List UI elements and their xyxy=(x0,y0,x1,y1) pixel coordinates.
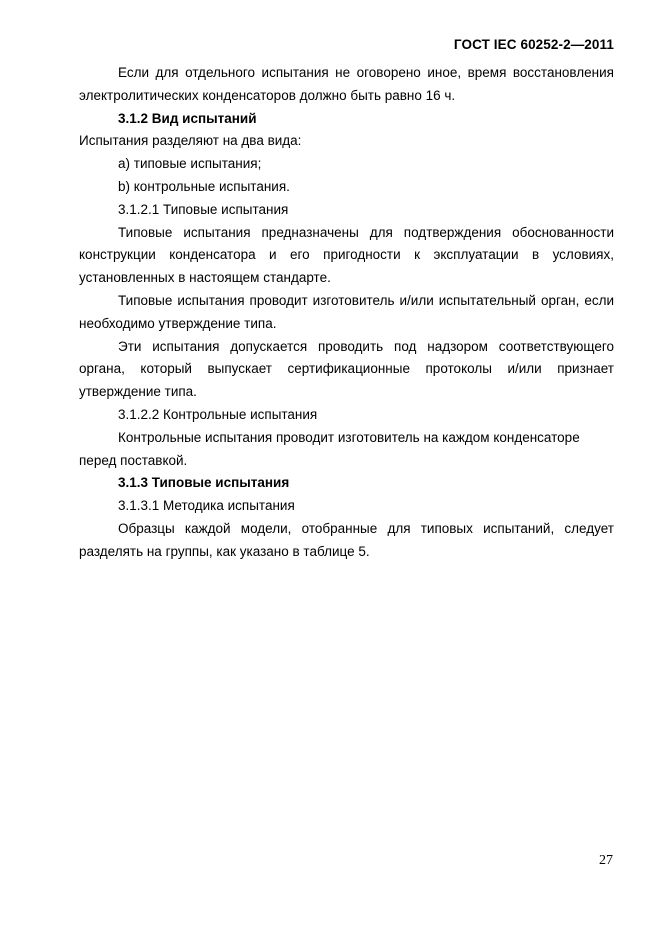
paragraph-routine-tests-line2: перед поставкой. xyxy=(79,452,188,468)
paragraph-samples-grouping: Образцы каждой модели, отобранные для типовых испытаний, следует разделять на группы, как указано в таблице 5. xyxy=(79,520,614,559)
subsection-heading-3-1-2-1: 3.1.2.1 Типовые испытания xyxy=(118,201,289,217)
paragraph-recovery-time: Если для отдельного испытания не оговорено иное, время восстановления электролитических конденсаторов должно быть равно 16 ч. xyxy=(79,65,614,103)
subsection-heading-3-1-2-2: 3.1.2.2 Контрольные испытания xyxy=(118,406,318,422)
list-item-routine-tests: b) контрольные испытания. xyxy=(118,178,290,194)
subsection-heading-3-1-3-1: 3.1.3.1 Методика испытания xyxy=(118,498,295,514)
section-heading-3-1-3: 3.1.3 Типовые испытания xyxy=(118,475,290,491)
paragraph-type-tests-performer: Типовые испытания проводит изготовитель и/или испытательный орган, если необходимо утверждение типа. xyxy=(79,292,614,331)
page-number: 27 xyxy=(599,853,613,868)
paragraph-type-tests-purpose: Типовые испытания предназначены для подтверждения обоснованности конструкции конденсатора и его пригодности к эксплуатации в условиях, установленных в настоящем стандарте. xyxy=(79,224,614,286)
standard-header: ГОСТ IEC 60252-2—2011 xyxy=(453,37,614,52)
document-body xyxy=(79,62,614,564)
list-item-type-tests: а) типовые испытания; xyxy=(118,156,262,172)
paragraph-test-kinds: Испытания разделяют на два вида: xyxy=(79,133,302,149)
section-heading-3-1-2: 3.1.2 Вид испытаний xyxy=(118,110,257,126)
paragraph-supervision: Эти испытания допускается проводить под надзором соответствующего органа, который выпускает сертификационные протоколы и/или признает утверждение типа. xyxy=(79,338,614,400)
paragraph-routine-tests-line1: Контрольные испытания проводит изготовитель на каждом конденсаторе xyxy=(118,429,580,445)
